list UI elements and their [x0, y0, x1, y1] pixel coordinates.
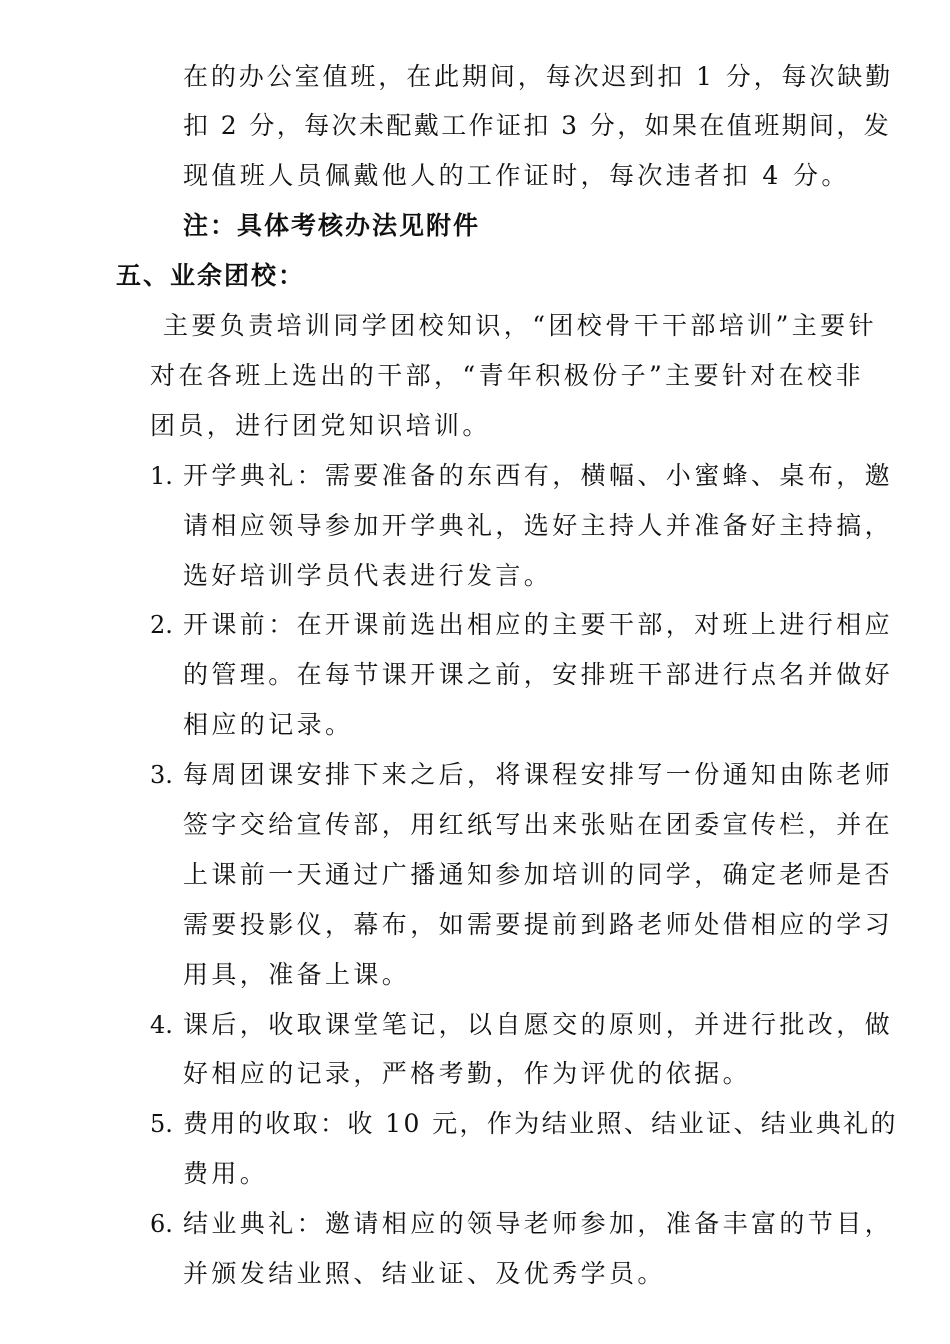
list-item-line: 的管理。在每节课开课之前，安排班干部进行点名并做好	[183, 660, 894, 689]
list-item-number: 3.	[150, 761, 173, 789]
section-heading: 五、业余团校：	[116, 261, 306, 290]
list-item-line: 每周团课安排下来之后，将课程安排写一份通知由陈老师	[183, 760, 894, 789]
list-item-line: 选好培训学员代表进行发言。	[183, 561, 553, 590]
list-item-line: 课后，收取课堂笔记，以自愿交的原则，并进行批改，做	[183, 1010, 894, 1039]
list-item-number: 6.	[150, 1210, 173, 1238]
list-item-number: 2.	[150, 611, 173, 639]
list-item-number: 5.	[150, 1110, 173, 1138]
note-text: 注：具体考核办法见附件	[183, 211, 481, 240]
paragraph-line: 现值班人员佩戴他人的工作证时，每次违者扣 4 分。	[183, 161, 850, 190]
list-item-line: 用具，准备上课。	[183, 960, 411, 989]
paragraph-line: 在的办公室值班，在此期间，每次迟到扣 1 分，每次缺勤	[183, 62, 894, 91]
paragraph-line: 扣 2 分，每次未配戴工作证扣 3 分，如果在值班期间，发	[183, 111, 892, 140]
section-description-line: 主要负责培训同学团校知识，“团校骨干干部培训”主要针	[163, 311, 877, 340]
list-item-line: 开学典礼：需要准备的东西有，横幅、小蜜蜂、桌布，邀	[183, 461, 894, 490]
list-item-line: 上课前一天通过广播通知参加培训的同学，确定老师是否	[183, 860, 894, 889]
section-description-line: 对在各班上选出的干部，“青年积极份子”主要针对在校非	[150, 361, 864, 390]
list-item-line: 好相应的记录，严格考勤，作为评优的依据。	[183, 1059, 752, 1088]
list-item-line: 费用。	[183, 1159, 269, 1188]
list-item-line: 请相应领导参加开学典礼，选好主持人并准备好主持搞，	[183, 511, 894, 540]
list-item-line: 开课前：在开课前选出相应的主要干部，对班上进行相应	[183, 610, 894, 639]
list-item-line: 签字交给宣传部，用红纸写出来张贴在团委宣传栏，并在	[183, 810, 894, 839]
section-description-line: 团员，进行团党知识培训。	[150, 411, 491, 440]
list-item-line: 需要投影仪，幕布，如需要提前到路老师处借相应的学习	[183, 910, 894, 939]
list-item-number: 4.	[150, 1011, 173, 1039]
list-item-line: 结业典礼：邀请相应的领导老师参加，准备丰富的节目，	[183, 1209, 894, 1238]
list-item-line: 相应的记录。	[183, 710, 354, 739]
list-item-line: 并颁发结业照、结业证、及优秀学员。	[183, 1259, 666, 1288]
list-item-number: 1.	[150, 462, 173, 490]
list-item-line: 费用的收取：收 10 元，作为结业照、结业证、结业典礼的	[183, 1109, 898, 1138]
